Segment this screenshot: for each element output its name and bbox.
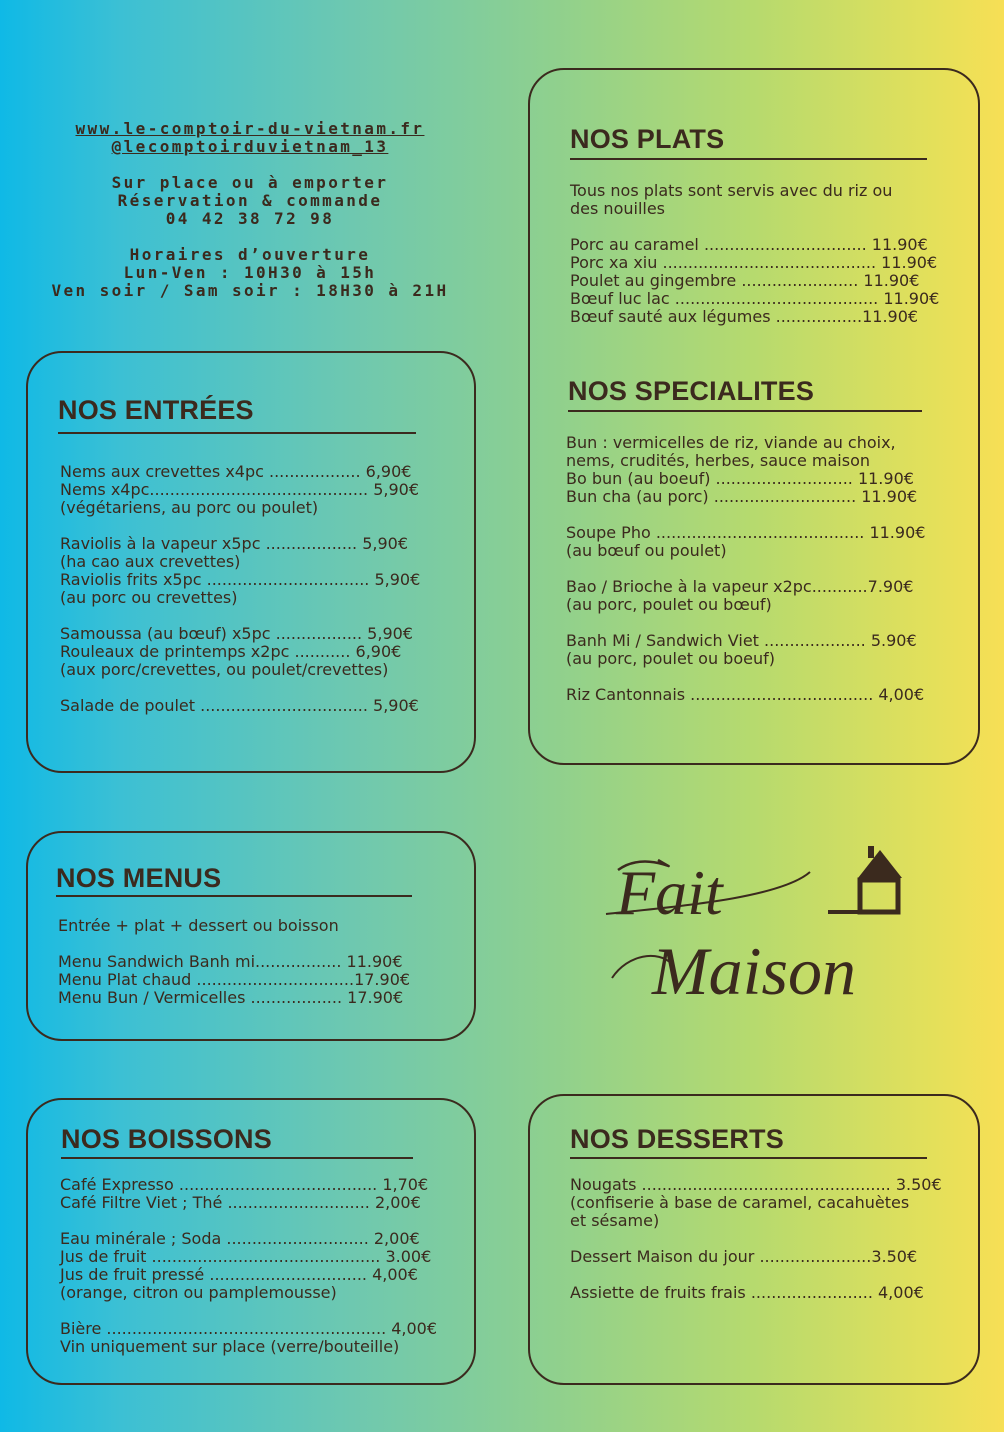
- menu-item-line: Bœuf sauté aux légumes .................11.90€: [570, 307, 919, 326]
- hours-weekday: Lun-Ven : 10H30 à 15h: [123, 263, 377, 282]
- menus-list: [58, 953, 410, 1007]
- spacer: [60, 607, 420, 625]
- spacer: [60, 517, 420, 535]
- entrees-list: [60, 463, 420, 715]
- menu-item-line: Porc au caramel ................................ 11.90€: [570, 235, 928, 254]
- menu-item-line: Café Filtre Viet ; Thé ............................ 2,00€: [60, 1193, 421, 1212]
- menu-item-line: Riz Cantonnais .................................... 4,00€: [566, 685, 925, 704]
- specialites-list: [566, 434, 925, 704]
- desserts-list: [570, 1176, 942, 1302]
- menu-item-line: nems, crudités, herbes, sauce maison: [566, 451, 870, 470]
- menus-intro: [58, 917, 339, 935]
- hours-title: Horaires d’ouverture: [129, 245, 371, 264]
- spacer: [566, 614, 925, 632]
- menu-item-line: Poulet au gingembre ....................... 11.90€: [570, 271, 920, 290]
- menu-item-line: Bo bun (au boeuf) ........................... 11.90€: [566, 469, 914, 488]
- menu-item-line: Samoussa (au bœuf) x5pc ................. 5,90€: [60, 624, 413, 643]
- plats-list: [570, 236, 939, 326]
- menu-item-line: Banh Mi / Sandwich Viet .................... 5.90€: [566, 631, 917, 650]
- spacer: [60, 679, 420, 697]
- restaurant-info: [40, 120, 460, 300]
- menu-item-line: (confiserie à base de caramel, cacahuètes: [570, 1193, 910, 1212]
- entrees-section: [26, 351, 476, 773]
- spacer: [570, 1230, 942, 1248]
- service-text: Sur place ou à emporter: [111, 173, 389, 192]
- plats-intro-line-2: des nouilles: [570, 199, 666, 218]
- boissons-section: [26, 1098, 476, 1385]
- spacer: [570, 1266, 942, 1284]
- menu-item-line: Eau minérale ; Soda ............................ 2,00€: [60, 1229, 420, 1248]
- fait-maison-logo: [598, 838, 918, 1028]
- spacer: [566, 668, 925, 686]
- menu-item-line: (au porc ou crevettes): [60, 588, 238, 607]
- boissons-title: NOS BOISSONS: [61, 1124, 272, 1154]
- menu-item-line: Jus de fruit pressé ............................... 4,00€: [60, 1265, 418, 1284]
- spacer: [60, 1302, 437, 1320]
- menu-item-line: Assiette de fruits frais ........................ 4,00€: [570, 1283, 924, 1302]
- menu-item-line: Vin uniquement sur place (verre/bouteille): [60, 1337, 400, 1356]
- menu-item-line: Rouleaux de printemps x2pc ........... 6,90€: [60, 642, 402, 661]
- menu-item-line: Bœuf luc lac ........................................ 11.90€: [570, 289, 940, 308]
- menus-intro-text: Entrée + plat + dessert ou boisson: [58, 916, 339, 935]
- plats-intro-line-1: Tous nos plats sont servis avec du riz ou: [570, 181, 893, 200]
- menus-divider: [56, 895, 412, 897]
- menu-item-line: Porc xa xiu .......................................... 11.90€: [570, 253, 938, 272]
- spacer: [60, 1212, 437, 1230]
- boissons-divider: [61, 1157, 413, 1159]
- menu-item-line: (au porc, poulet ou bœuf): [566, 595, 772, 614]
- menu-item-line: Nems aux crevettes x4pc .................. 6,90€: [60, 462, 412, 481]
- logo-word-1: Fait: [616, 857, 723, 928]
- menus-section: [26, 831, 476, 1041]
- menu-item-line: Raviolis à la vapeur x5pc .................. 5,90€: [60, 534, 409, 553]
- menu-item-line: Jus de fruit ............................................. 3.00€: [60, 1247, 432, 1266]
- menus-title: NOS MENUS: [56, 863, 222, 893]
- menu-item-line: Raviolis frits x5pc ................................ 5,90€: [60, 570, 421, 589]
- menu-item-line: Café Expresso ....................................... 1,70€: [60, 1175, 429, 1194]
- hours-evening: Ven soir / Sam soir : 18H30 à 21H: [51, 281, 449, 300]
- house-icon: [828, 846, 902, 914]
- website-link[interactable]: www.le-comptoir-du-vietnam.fr: [75, 119, 425, 138]
- instagram-link[interactable]: @lecomptoirduvietnam_13: [111, 137, 389, 156]
- entrees-divider: [58, 432, 416, 434]
- spacer: [566, 560, 925, 578]
- entrees-title: NOS ENTRÉES: [58, 395, 254, 425]
- phone-number[interactable]: 04 42 38 72 98: [165, 209, 335, 228]
- menu-item-line: Dessert Maison du jour ......................3.50€: [570, 1247, 918, 1266]
- menu-item-line: Menu Bun / Vermicelles .................. 17.90€: [58, 988, 404, 1007]
- menu-item-line: (orange, citron ou pamplemousse): [60, 1283, 337, 1302]
- desserts-title: NOS DESSERTS: [570, 1124, 784, 1154]
- specialites-divider: [568, 410, 922, 412]
- plats-intro: [570, 182, 892, 218]
- menu-item-line: Bao / Brioche à la vapeur x2pc...........7.90€: [566, 577, 914, 596]
- menu-item-line: (aux porc/crevettes, ou poulet/crevettes): [60, 660, 389, 679]
- menu-item-line: (au bœuf ou poulet): [566, 541, 727, 560]
- spacer: [566, 506, 925, 524]
- booking-text: Réservation & commande: [117, 191, 383, 210]
- menu-item-line: Salade de poulet ................................. 5,90€: [60, 696, 419, 715]
- plats-divider: [570, 158, 927, 160]
- menu-item-line: (végétariens, au porc ou poulet): [60, 498, 319, 517]
- menu-item-line: Menu Sandwich Banh mi................. 11.90€: [58, 952, 403, 971]
- menu-item-line: Menu Plat chaud ...............................17.90€: [58, 970, 411, 989]
- plats-title: NOS PLATS: [570, 124, 725, 154]
- menu-item-line: (au porc, poulet ou boeuf): [566, 649, 775, 668]
- logo-word-2: Maison: [652, 933, 856, 1009]
- menu-item-line: et sésame): [570, 1211, 660, 1230]
- menu-item-line: Bière ....................................................... 4,00€: [60, 1319, 438, 1338]
- desserts-section: [528, 1094, 980, 1385]
- menu-item-line: Bun cha (au porc) ............................ 11.90€: [566, 487, 918, 506]
- menu-item-line: (ha cao aux crevettes): [60, 552, 241, 571]
- desserts-divider: [570, 1157, 927, 1159]
- boissons-list: [60, 1176, 437, 1356]
- menu-item-line: Nems x4pc........................................... 5,90€: [60, 480, 420, 499]
- menu-item-line: Nougats ................................................. 3.50€: [570, 1175, 942, 1194]
- plats-section: [528, 68, 980, 765]
- specialites-title: NOS SPECIALITES: [568, 376, 815, 406]
- menu-item-line: Soupe Pho ......................................... 11.90€: [566, 523, 926, 542]
- menu-item-line: Bun : vermicelles de riz, viande au choix,: [566, 433, 896, 452]
